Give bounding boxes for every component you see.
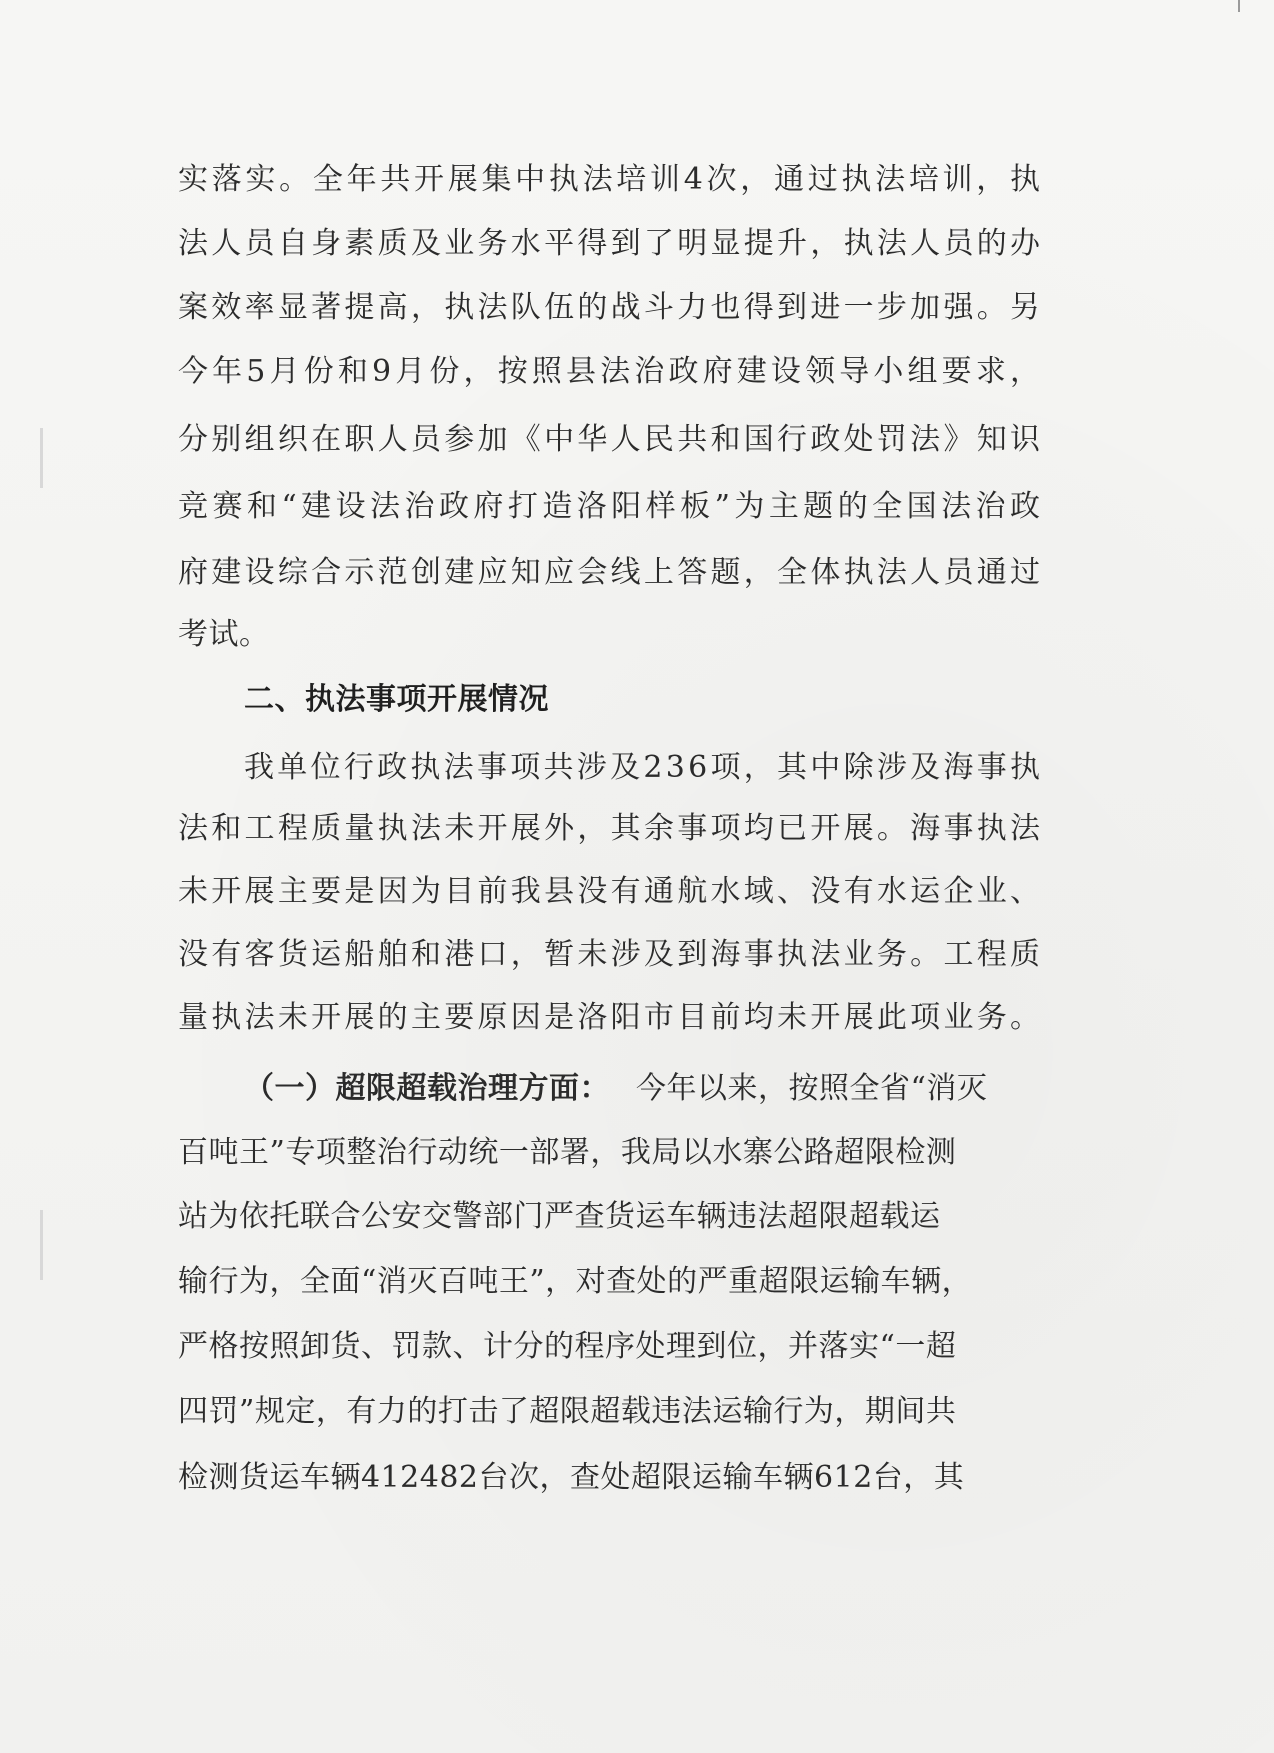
line-text: 今年以来，按照全省“消灭 [636, 1071, 988, 1106]
line-text: 考试。 [178, 617, 270, 652]
line-text: 输行为，全面“消灭百吨王”，对查处的严重超限运输车辆， [178, 1264, 973, 1299]
line-text: 法人员自身素质及业务水平得到了明显提升，执法人员的办 [178, 226, 1044, 261]
line-text: 检测货运车辆412482台次，查处超限运输车辆612台，其 [178, 1460, 965, 1495]
line-text: 法和工程质量执法未开展外，其余事项均已开展。海事执法 [178, 811, 1044, 846]
line-text: 分别组织在职人员参加《中华人民共和国行政处罚法》知识 [178, 422, 1044, 457]
line-text: 严格按照卸货、罚款、计分的程序处理到位，并落实“一超 [178, 1329, 957, 1364]
scan-mark [1238, 0, 1240, 12]
line-text: 没有客货运船舶和港口，暂未涉及到海事执法业务。工程质 [178, 937, 1044, 972]
section-heading-text: 二、执法事项开展情况 [244, 682, 549, 717]
line-text: 案效率显著提高，执法队伍的战斗力也得到进一步加强。另 [178, 290, 1044, 325]
line-text: 竞赛和“建设法治政府打造洛阳样板”为主题的全国法治政 [178, 489, 1045, 524]
line-text: 我单位行政执法事项共涉及236项，其中除涉及海事执 [244, 750, 1044, 785]
line-text: 四罚”规定，有力的打击了超限超载违法运输行为，期间共 [178, 1394, 957, 1429]
line-text: 府建设综合示范创建应知应会线上答题，全体执法人员通过 [178, 555, 1044, 590]
subsection-lead: （一）超限超载治理方面： [244, 1071, 610, 1106]
scan-mark [40, 1210, 43, 1280]
line-text: 站为依托联合公安交警部门严查货运车辆违法超限超载运 [178, 1199, 941, 1234]
line-text: 百吨王”专项整治行动统一部署，我局以水寨公路超限检测 [178, 1135, 957, 1170]
scan-mark [40, 428, 43, 488]
line-text: 今年5月份和9月份，按照县法治政府建设领导小组要求， [178, 354, 1045, 389]
line-text: 量执法未开展的主要原因是洛阳市目前均未开展此项业务。 [178, 1000, 1044, 1035]
line-text: 未开展主要是因为目前我县没有通航水域、没有水运企业、 [178, 874, 1044, 909]
line-text: 实落实。全年共开展集中执法培训4次，通过执法培训，执 [178, 162, 1044, 197]
